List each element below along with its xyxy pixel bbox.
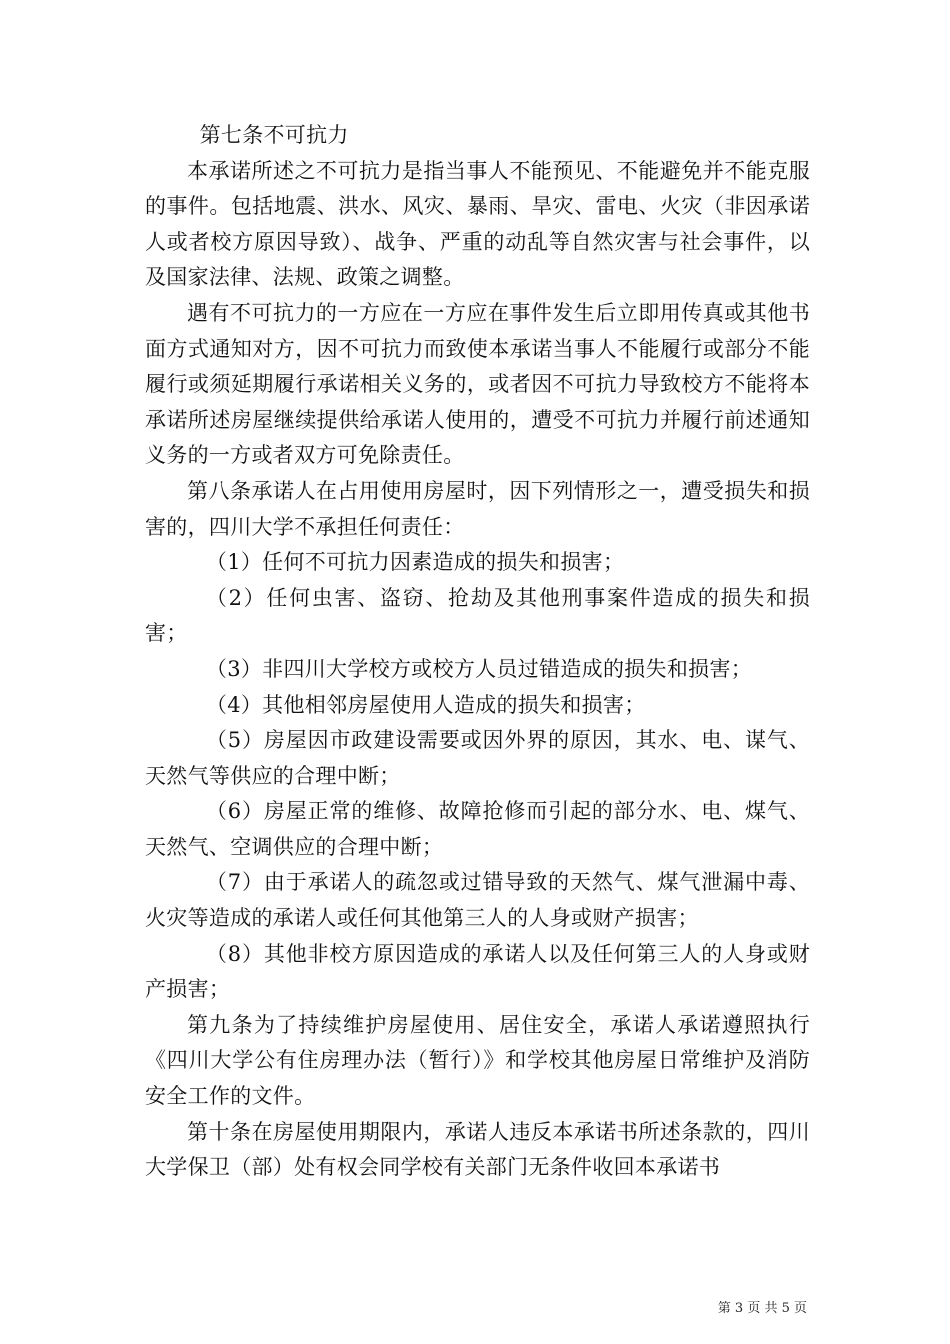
paragraph-force-majeure-notice: 遇有不可抗力的一方应在一方应在事件发生后立即用传真或其他书面方式通知对方，因不可抗力而致使本承诺当事人不能履行或部分不能履行或须延期履行承诺相关义务的，或者因不可抗力导致校方不能将本承诺所述房屋继续提供给承诺人使用的，遭受不可抗力并履行前述通知义务的一方或者双方可免除责任。 xyxy=(145,300,810,468)
list-item: （2）任何虫害、盗窃、抢劫及其他刑事案件造成的损失和损害； xyxy=(145,585,810,646)
list-item: （4）其他相邻房屋使用人造成的损失和损害； xyxy=(205,692,646,717)
paragraph-article-8: 第八条承诺人在占用使用房屋时，因下列情形之一，遭受损失和损害的，四川大学不承担任何责任： xyxy=(145,478,810,539)
page-number-footer: 第 3 页 共 5 页 xyxy=(717,1301,807,1316)
list-item: （1）任何不可抗力因素造成的损失和损害； xyxy=(205,550,625,575)
list-item: （5）房屋因市政建设需要或因外界的原因，其水、电、谋气、天然气等供应的合理中断； xyxy=(145,728,810,788)
list-item: （7）由于承诺人的疏忽或过错导致的天然气、煤气泄漏中毒、火灾等造成的承诺人或任何其他第三人的人身或财产损害； xyxy=(145,870,810,931)
paragraph-article-9: 第九条为了持续维护房屋使用、居住安全，承诺人承诺遵照执行《四川大学公有住房理办法（暂行）》和学校其他房屋日常维护及消防安全工作的文件。 xyxy=(145,1012,810,1109)
document-body xyxy=(145,118,810,1186)
section-heading-article-7: 第七条不可抗力 xyxy=(199,123,349,147)
list-item: （8）其他非校方原因造成的承诺人以及任何第三人的人身或财产损害； xyxy=(145,941,810,1002)
list-item: （6）房屋正常的维修、故障抢修而引起的部分水、电、煤气、天然气、空调供应的合理中断； xyxy=(145,799,810,859)
paragraph-force-majeure-definition: 本承诺所述之不可抗力是指当事人不能预见、不能避免并不能克服的事件。包括地震、洪水、风灾、暴雨、旱灾、雷电、火灾（非因承诺人或者校方原因导致）、战争、严重的动乱等自然灾害与社会事件，以及国家法律、法规、政策之调整。 xyxy=(145,158,810,290)
paragraph-article-10: 第十条在房屋使用期限内，承诺人违反本承诺书所述条款的，四川大学保卫（部）处有权会同学校有关部门无条件收回本承诺书 xyxy=(145,1119,810,1180)
list-item: （3）非四川大学校方或校方人员过错造成的损失和损害； xyxy=(205,656,753,681)
